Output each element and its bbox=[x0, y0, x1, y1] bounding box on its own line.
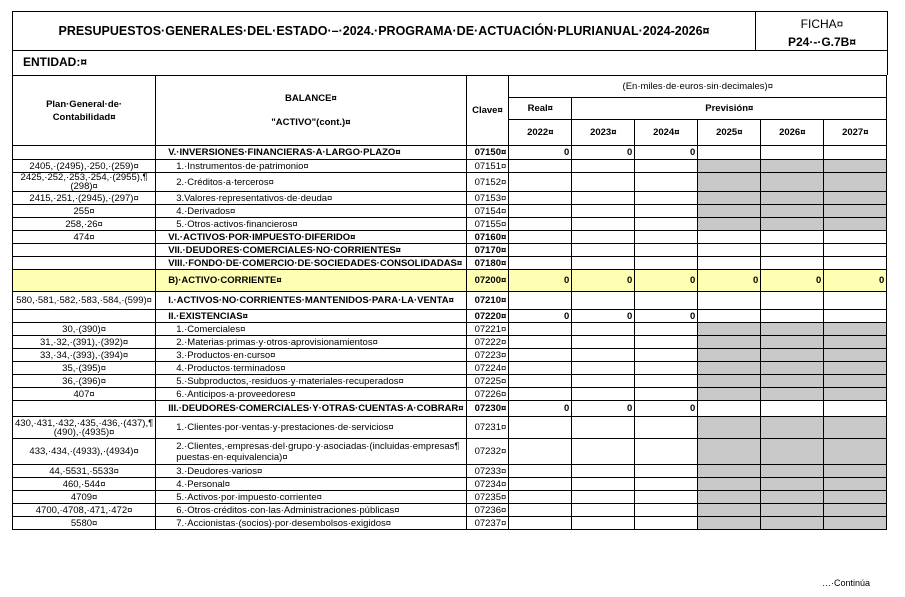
value-cell[interactable] bbox=[635, 349, 698, 362]
row-label: 4.·Productos·terminados¤ bbox=[156, 362, 466, 375]
value-cell[interactable] bbox=[824, 231, 887, 244]
value-cell[interactable] bbox=[824, 292, 887, 310]
plan-accounts: 580,·581,·582,·583,·584,·(599)¤ bbox=[13, 292, 156, 310]
table-row bbox=[13, 465, 887, 478]
value-cell[interactable] bbox=[572, 491, 635, 504]
value-cell[interactable]: 0 bbox=[698, 270, 761, 292]
row-label: 3.·Productos·en·curso¤ bbox=[156, 349, 466, 362]
row-clave: 07236¤ bbox=[466, 504, 509, 517]
ficha-code: P24·-·G.7B¤ bbox=[787, 35, 857, 49]
value-cell[interactable] bbox=[635, 160, 698, 173]
value-cell[interactable] bbox=[572, 478, 635, 491]
value-cell[interactable]: 0 bbox=[761, 270, 824, 292]
form-header bbox=[12, 11, 888, 51]
table-row bbox=[13, 160, 887, 173]
value-cell[interactable] bbox=[635, 244, 698, 257]
value-cell[interactable] bbox=[509, 491, 572, 504]
value-cell[interactable] bbox=[509, 388, 572, 401]
value-cell[interactable] bbox=[635, 292, 698, 310]
prevision-header: Previsión¤ bbox=[572, 98, 887, 120]
row-clave: 07210¤ bbox=[466, 292, 509, 310]
row-label: 3.Valores·representativos·de·deuda¤ bbox=[156, 192, 466, 205]
value-cell[interactable] bbox=[761, 465, 824, 478]
table-row bbox=[13, 349, 887, 362]
year-2024: 2024¤ bbox=[635, 120, 698, 146]
value-cell[interactable] bbox=[698, 478, 761, 491]
value-cell[interactable] bbox=[761, 362, 824, 375]
value-cell[interactable] bbox=[509, 257, 572, 270]
real-header: Real¤ bbox=[509, 98, 572, 120]
balance-table bbox=[12, 75, 887, 530]
ficha-box bbox=[755, 12, 888, 50]
plan-accounts: 35,·(395)¤ bbox=[13, 362, 156, 375]
plan-accounts bbox=[13, 257, 156, 270]
value-cell[interactable] bbox=[698, 160, 761, 173]
balance-header bbox=[156, 76, 466, 146]
value-cell[interactable] bbox=[761, 417, 824, 439]
value-cell[interactable] bbox=[698, 375, 761, 388]
row-clave: 07153¤ bbox=[466, 192, 509, 205]
value-cell[interactable] bbox=[761, 146, 824, 160]
plan-accounts: 2405,·(2495),·250,·(259)¤ bbox=[13, 160, 156, 173]
value-cell[interactable] bbox=[509, 292, 572, 310]
value-cell[interactable] bbox=[698, 292, 761, 310]
table-row bbox=[13, 205, 887, 218]
value-cell[interactable]: 0 bbox=[824, 270, 887, 292]
row-label: 2.·Créditos·a·terceros¤ bbox=[156, 173, 466, 192]
plan-accounts: 5580¤ bbox=[13, 517, 156, 530]
value-cell[interactable] bbox=[509, 375, 572, 388]
entidad-label: ENTIDAD:¤ bbox=[12, 51, 888, 75]
row-clave: 07155¤ bbox=[466, 218, 509, 231]
table-row bbox=[13, 192, 887, 205]
value-cell[interactable]: 0 bbox=[572, 270, 635, 292]
row-clave: 07235¤ bbox=[466, 491, 509, 504]
row-clave: 07150¤ bbox=[466, 146, 509, 160]
value-cell[interactable]: 0 bbox=[572, 310, 635, 323]
value-cell[interactable] bbox=[761, 478, 824, 491]
row-label: 2.·Materias·primas·y·otros·aprovisionamientos¤ bbox=[156, 336, 466, 349]
balance-title: BALANCE¤ bbox=[285, 92, 337, 104]
row-label: II.·EXISTENCIAS¤ bbox=[156, 310, 466, 323]
value-cell[interactable] bbox=[509, 173, 572, 192]
value-cell[interactable] bbox=[698, 310, 761, 323]
value-cell[interactable] bbox=[572, 349, 635, 362]
value-cell[interactable] bbox=[572, 257, 635, 270]
value-cell[interactable] bbox=[509, 465, 572, 478]
value-cell[interactable] bbox=[509, 160, 572, 173]
value-cell[interactable] bbox=[824, 417, 887, 439]
value-cell[interactable] bbox=[572, 465, 635, 478]
value-cell[interactable] bbox=[572, 439, 635, 465]
value-cell[interactable] bbox=[509, 349, 572, 362]
year-2027: 2027¤ bbox=[824, 120, 887, 146]
table-row bbox=[13, 417, 887, 439]
value-cell[interactable] bbox=[572, 375, 635, 388]
value-cell[interactable] bbox=[761, 375, 824, 388]
row-label: III.·DEUDORES·COMERCIALES·Y·OTRAS·CUENTAS·A·COBRAR¤ bbox=[156, 401, 466, 417]
row-label: VI.·ACTIVOS·POR·IMPUESTO·DIFERIDO¤ bbox=[156, 231, 466, 244]
value-cell[interactable] bbox=[635, 231, 698, 244]
row-label: B)·ACTIVO·CORRIENTE¤ bbox=[156, 270, 466, 292]
value-cell[interactable] bbox=[824, 375, 887, 388]
value-cell[interactable] bbox=[761, 218, 824, 231]
value-cell[interactable] bbox=[509, 218, 572, 231]
value-cell[interactable] bbox=[824, 478, 887, 491]
value-cell[interactable] bbox=[761, 310, 824, 323]
value-cell[interactable] bbox=[572, 218, 635, 231]
value-cell[interactable] bbox=[698, 417, 761, 439]
value-cell[interactable] bbox=[761, 205, 824, 218]
table-row bbox=[13, 401, 887, 417]
table-row bbox=[13, 323, 887, 336]
value-cell[interactable] bbox=[824, 218, 887, 231]
plan-accounts: 30,·(390)¤ bbox=[13, 323, 156, 336]
value-cell[interactable] bbox=[572, 388, 635, 401]
plan-accounts: 44,·5531,·5533¤ bbox=[13, 465, 156, 478]
row-label: 5.·Subproductos,·residuos·y·materiales·recuperados¤ bbox=[156, 375, 466, 388]
value-cell[interactable] bbox=[761, 231, 824, 244]
value-cell[interactable] bbox=[509, 205, 572, 218]
table-row bbox=[13, 146, 887, 160]
plan-accounts bbox=[13, 270, 156, 292]
table-row bbox=[13, 173, 887, 192]
row-label: 4.·Derivados¤ bbox=[156, 205, 466, 218]
row-clave: 07225¤ bbox=[466, 375, 509, 388]
value-cell[interactable] bbox=[824, 160, 887, 173]
value-cell[interactable]: 0 bbox=[635, 310, 698, 323]
row-label: 1.·Instrumentos·de·patrimonio¤ bbox=[156, 160, 466, 173]
plan-accounts: 2425,·252,·253,·254,·(2955),¶ (298)¤ bbox=[13, 173, 156, 192]
row-clave: 07220¤ bbox=[466, 310, 509, 323]
plan-accounts: 4700,·4708,·471,·472¤ bbox=[13, 504, 156, 517]
value-cell[interactable] bbox=[698, 257, 761, 270]
plan-accounts: 31,·32,·(391),·(392)¤ bbox=[13, 336, 156, 349]
activo-title: "ACTIVO"(cont.)¤ bbox=[271, 116, 351, 128]
value-cell[interactable] bbox=[761, 323, 824, 336]
row-clave: 07221¤ bbox=[466, 323, 509, 336]
value-cell[interactable] bbox=[635, 478, 698, 491]
value-cell[interactable]: 0 bbox=[635, 270, 698, 292]
value-cell[interactable] bbox=[635, 417, 698, 439]
plan-accounts: 33,·34,·(393),·(394)¤ bbox=[13, 349, 156, 362]
row-clave: 07233¤ bbox=[466, 465, 509, 478]
table-row bbox=[13, 491, 887, 504]
value-cell[interactable] bbox=[572, 231, 635, 244]
value-cell[interactable] bbox=[509, 439, 572, 465]
year-2026: 2026¤ bbox=[761, 120, 824, 146]
row-clave: 07224¤ bbox=[466, 362, 509, 375]
plan-accounts bbox=[13, 310, 156, 323]
value-cell[interactable] bbox=[635, 173, 698, 192]
row-label: 1.·Comerciales¤ bbox=[156, 323, 466, 336]
value-cell[interactable] bbox=[635, 388, 698, 401]
table-row bbox=[13, 478, 887, 491]
row-label: 5.·Otros·activos·financieros¤ bbox=[156, 218, 466, 231]
row-label: I.·ACTIVOS·NO·CORRIENTES·MANTENIDOS·PARA·LA·VENTA¤ bbox=[156, 292, 466, 310]
row-label: 6.·Otros·créditos·con·las·Administraciones·públicas¤ bbox=[156, 504, 466, 517]
value-cell[interactable] bbox=[572, 336, 635, 349]
value-cell[interactable] bbox=[572, 323, 635, 336]
value-cell[interactable] bbox=[509, 336, 572, 349]
plan-header: Plan·General·de· Contabilidad¤ bbox=[13, 76, 156, 146]
value-cell[interactable] bbox=[824, 257, 887, 270]
plan-accounts bbox=[13, 244, 156, 257]
value-cell[interactable] bbox=[761, 244, 824, 257]
value-cell[interactable] bbox=[698, 439, 761, 465]
table-row bbox=[13, 362, 887, 375]
row-clave: 07226¤ bbox=[466, 388, 509, 401]
value-cell[interactable] bbox=[509, 417, 572, 439]
value-cell[interactable]: 0 bbox=[509, 310, 572, 323]
value-cell[interactable] bbox=[698, 146, 761, 160]
value-cell[interactable] bbox=[698, 401, 761, 417]
row-clave: 07154¤ bbox=[466, 205, 509, 218]
value-cell[interactable] bbox=[509, 192, 572, 205]
value-cell[interactable] bbox=[635, 504, 698, 517]
row-clave: 07231¤ bbox=[466, 417, 509, 439]
value-cell[interactable] bbox=[572, 160, 635, 173]
value-cell[interactable] bbox=[698, 465, 761, 478]
value-cell[interactable] bbox=[635, 362, 698, 375]
row-clave: 07200¤ bbox=[466, 270, 509, 292]
value-cell[interactable]: 0 bbox=[509, 270, 572, 292]
value-cell[interactable] bbox=[824, 439, 887, 465]
value-cell[interactable] bbox=[698, 231, 761, 244]
plan-accounts: 2415,·251,·(2945),·(297)¤ bbox=[13, 192, 156, 205]
value-cell[interactable] bbox=[698, 323, 761, 336]
table-row bbox=[13, 244, 887, 257]
value-cell[interactable] bbox=[635, 465, 698, 478]
value-cell[interactable] bbox=[698, 205, 761, 218]
value-cell[interactable] bbox=[824, 349, 887, 362]
plan-accounts: 460,·544¤ bbox=[13, 478, 156, 491]
row-label: 1.·Clientes·por·ventas·y·prestaciones·de·servicios¤ bbox=[156, 417, 466, 439]
value-cell[interactable] bbox=[572, 205, 635, 218]
value-cell[interactable] bbox=[572, 517, 635, 530]
value-cell[interactable] bbox=[824, 362, 887, 375]
plan-accounts: 430,·431,·432,·435,·436,·(437),¶ (490),·(4935)¤ bbox=[13, 417, 156, 439]
value-cell[interactable] bbox=[761, 388, 824, 401]
plan-accounts: 36,·(396)¤ bbox=[13, 375, 156, 388]
value-cell[interactable] bbox=[698, 192, 761, 205]
row-clave: 07222¤ bbox=[466, 336, 509, 349]
table-row bbox=[13, 375, 887, 388]
row-label: VIII.·FONDO·DE·COMERCIO·DE·SOCIEDADES·CONSOLIDADAS¤ bbox=[156, 257, 466, 270]
row-clave: 07223¤ bbox=[466, 349, 509, 362]
value-cell[interactable] bbox=[824, 388, 887, 401]
row-clave: 07234¤ bbox=[466, 478, 509, 491]
value-cell[interactable] bbox=[698, 491, 761, 504]
value-cell[interactable] bbox=[509, 504, 572, 517]
value-cell[interactable] bbox=[761, 491, 824, 504]
value-cell[interactable] bbox=[824, 504, 887, 517]
value-cell[interactable] bbox=[698, 517, 761, 530]
value-cell[interactable] bbox=[761, 173, 824, 192]
value-cell[interactable] bbox=[509, 478, 572, 491]
table-row bbox=[13, 231, 887, 244]
value-cell[interactable] bbox=[572, 504, 635, 517]
table-row bbox=[13, 388, 887, 401]
value-cell[interactable] bbox=[635, 218, 698, 231]
table-row bbox=[13, 310, 887, 323]
value-cell[interactable] bbox=[824, 401, 887, 417]
value-cell[interactable] bbox=[509, 323, 572, 336]
value-cell[interactable]: 0 bbox=[635, 401, 698, 417]
row-clave: 07160¤ bbox=[466, 231, 509, 244]
clave-header: Clave¤ bbox=[466, 76, 509, 146]
value-cell[interactable] bbox=[698, 388, 761, 401]
value-cell[interactable] bbox=[761, 257, 824, 270]
value-cell[interactable] bbox=[761, 192, 824, 205]
value-cell[interactable]: 0 bbox=[509, 401, 572, 417]
plan-accounts: 407¤ bbox=[13, 388, 156, 401]
value-cell[interactable] bbox=[509, 231, 572, 244]
value-cell[interactable] bbox=[824, 517, 887, 530]
value-cell[interactable] bbox=[761, 504, 824, 517]
value-cell[interactable] bbox=[824, 244, 887, 257]
plan-accounts: 258,·26¤ bbox=[13, 218, 156, 231]
value-cell[interactable] bbox=[509, 517, 572, 530]
row-label: 3.·Deudores·varios¤ bbox=[156, 465, 466, 478]
value-cell[interactable] bbox=[824, 323, 887, 336]
value-cell[interactable] bbox=[572, 362, 635, 375]
row-label: VII.·DEUDORES·COMERCIALES·NO·CORRIENTES¤ bbox=[156, 244, 466, 257]
value-cell[interactable]: 0 bbox=[572, 146, 635, 160]
row-clave: 07232¤ bbox=[466, 439, 509, 465]
plan-accounts: 433,·434,·(4933),·(4934)¤ bbox=[13, 439, 156, 465]
row-clave: 07180¤ bbox=[466, 257, 509, 270]
value-cell[interactable]: 0 bbox=[635, 146, 698, 160]
table-row bbox=[13, 439, 887, 465]
plan-accounts: 255¤ bbox=[13, 205, 156, 218]
value-cell[interactable] bbox=[698, 336, 761, 349]
row-clave: 07230¤ bbox=[466, 401, 509, 417]
row-label: 4.·Personal¤ bbox=[156, 478, 466, 491]
value-cell[interactable] bbox=[572, 292, 635, 310]
value-cell[interactable] bbox=[635, 517, 698, 530]
plan-accounts bbox=[13, 401, 156, 417]
value-cell[interactable] bbox=[824, 205, 887, 218]
row-label: 7.·Accionistas·(socios)·por·desembolsos·exigidos¤ bbox=[156, 517, 466, 530]
year-2023: 2023¤ bbox=[572, 120, 635, 146]
value-cell[interactable] bbox=[635, 491, 698, 504]
value-cell[interactable] bbox=[824, 192, 887, 205]
value-cell[interactable] bbox=[698, 244, 761, 257]
value-cell[interactable] bbox=[572, 192, 635, 205]
row-label: 6.·Anticipos·a·proveedores¤ bbox=[156, 388, 466, 401]
table-row bbox=[13, 517, 887, 530]
value-cell[interactable]: 0 bbox=[509, 146, 572, 160]
value-cell[interactable] bbox=[635, 323, 698, 336]
value-cell[interactable] bbox=[824, 336, 887, 349]
value-cell[interactable] bbox=[761, 292, 824, 310]
value-cell[interactable] bbox=[635, 192, 698, 205]
value-cell[interactable]: 0 bbox=[572, 401, 635, 417]
value-cell[interactable] bbox=[761, 336, 824, 349]
value-cell[interactable] bbox=[509, 362, 572, 375]
ficha-label: FICHA¤ bbox=[800, 17, 844, 31]
units-note: (En·miles·de·euros·sin·decimales)¤ bbox=[509, 76, 887, 98]
value-cell[interactable] bbox=[761, 517, 824, 530]
plan-accounts: 4709¤ bbox=[13, 491, 156, 504]
value-cell[interactable] bbox=[698, 362, 761, 375]
row-clave: 07152¤ bbox=[466, 173, 509, 192]
row-label: V.·INVERSIONES·FINANCIERAS·A·LARGO·PLAZO¤ bbox=[156, 146, 466, 160]
table-row bbox=[13, 336, 887, 349]
value-cell[interactable] bbox=[824, 465, 887, 478]
year-2025: 2025¤ bbox=[698, 120, 761, 146]
value-cell[interactable] bbox=[761, 349, 824, 362]
value-cell[interactable] bbox=[572, 173, 635, 192]
table-row bbox=[13, 270, 887, 292]
value-cell[interactable] bbox=[698, 349, 761, 362]
row-clave: 07237¤ bbox=[466, 517, 509, 530]
value-cell[interactable] bbox=[635, 439, 698, 465]
form-title: PRESUPUESTOS·GENERALES·DEL·ESTADO·–·2024.·PROGRAMA·DE·ACTUACIÓN·PLURIANUAL·2024-2026¤ bbox=[58, 24, 710, 38]
value-cell[interactable] bbox=[824, 173, 887, 192]
value-cell[interactable] bbox=[824, 146, 887, 160]
row-label: 5.·Activos·por·impuesto·corriente¤ bbox=[156, 491, 466, 504]
table-row bbox=[13, 218, 887, 231]
value-cell[interactable] bbox=[761, 160, 824, 173]
year-2022: 2022¤ bbox=[509, 120, 572, 146]
value-cell[interactable] bbox=[635, 375, 698, 388]
row-label: 2.·Clientes,·empresas·del·grupo·y·asociadas·(incluidas·empresas¶ puestas·en·equivalencia)¤ bbox=[156, 439, 466, 465]
plan-accounts bbox=[13, 146, 156, 160]
table-row bbox=[13, 257, 887, 270]
table-row bbox=[13, 504, 887, 517]
value-cell[interactable] bbox=[698, 504, 761, 517]
value-cell[interactable] bbox=[761, 401, 824, 417]
value-cell[interactable] bbox=[824, 491, 887, 504]
value-cell[interactable] bbox=[698, 218, 761, 231]
row-clave: 07170¤ bbox=[466, 244, 509, 257]
continua-note: …·Continúa bbox=[821, 578, 870, 588]
value-cell[interactable] bbox=[572, 417, 635, 439]
value-cell[interactable] bbox=[635, 257, 698, 270]
row-clave: 07151¤ bbox=[466, 160, 509, 173]
value-cell[interactable] bbox=[572, 244, 635, 257]
value-cell[interactable] bbox=[698, 173, 761, 192]
value-cell[interactable] bbox=[824, 310, 887, 323]
value-cell[interactable] bbox=[509, 244, 572, 257]
value-cell[interactable] bbox=[761, 439, 824, 465]
table-row bbox=[13, 292, 887, 310]
plan-accounts: 474¤ bbox=[13, 231, 156, 244]
value-cell[interactable] bbox=[635, 336, 698, 349]
value-cell[interactable] bbox=[635, 205, 698, 218]
